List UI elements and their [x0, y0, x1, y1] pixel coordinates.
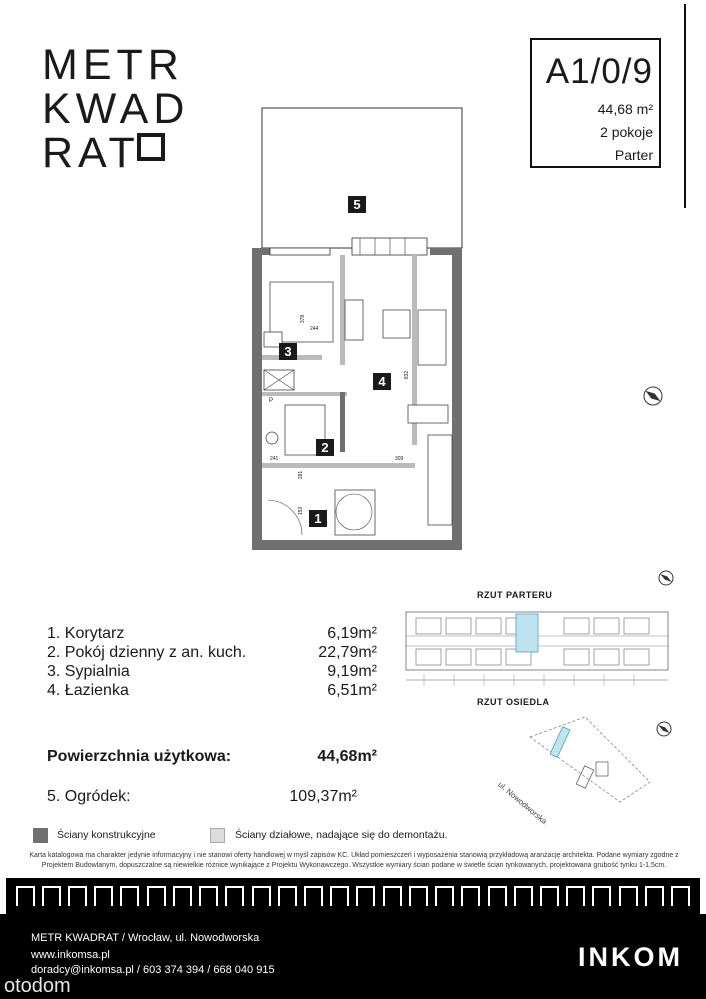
room-name: 4. Łazienka	[47, 682, 129, 699]
room-row	[47, 624, 377, 643]
dim-bedroom-width: 378	[300, 314, 307, 324]
room-area: 6,19m²	[327, 625, 377, 642]
fixture-label: P	[269, 398, 274, 404]
unit-info-box	[530, 38, 661, 168]
room-row	[47, 643, 377, 662]
unit-floor: Parter	[614, 147, 653, 163]
dim-living-width: 309	[395, 456, 404, 462]
room-label-hall: 1	[309, 510, 327, 527]
street-label: ul. Nowodworska	[496, 780, 549, 827]
disclaimer: Karta katalogowa ma charakter jedynie informacyjny i nie stanowi oferty handlowej w myśl zapisów KC. Układ pomieszczeń i wyposażenia stanowią przykładową aranżację architekta. Podane wymiary zgodne z Projektem Budowlanym, dopuszczalne są niewielkie różnice wynikające z Projektu Wykonawczego. Wszystkie wymiary ścian podane w świetle ścian tynkowanych, projektowana grubość tynku 1-1,5cm.	[29, 852, 679, 869]
footer-address: METR KWADRAT / Wrocław, ul. Nowodworska	[31, 932, 260, 944]
partition-wall-legend: Ściany działowe, nadające się do demontażu.	[235, 829, 448, 841]
dim-hall-width: 281	[298, 470, 305, 480]
room-label-garden: 5	[348, 196, 366, 213]
room-area: 6,51m²	[327, 682, 377, 699]
room-name: 3. Sypialnia	[47, 663, 130, 680]
estate-title: RZUT OSIEDLA	[477, 697, 550, 707]
room-name: 1. Korytarz	[47, 625, 125, 642]
garden-label: 5. Ogródek:	[47, 788, 131, 805]
logo-line-3: RAT	[42, 129, 140, 177]
ground-floor-plan-thumbnail	[404, 606, 670, 691]
dim-hall-length: 153	[298, 506, 305, 516]
garden-row	[47, 788, 357, 806]
compass-icon	[641, 383, 667, 409]
structural-wall-swatch	[33, 828, 48, 843]
inkom-logo: INKOM	[578, 942, 683, 972]
unit-area: 44,68 m²	[597, 101, 653, 117]
ground-floor-title: RZUT PARTERU	[477, 590, 553, 600]
compass-icon-ground	[656, 567, 678, 589]
room-area: 9,19m²	[327, 663, 377, 680]
dim-living-length: 832	[404, 370, 411, 380]
logo-square-icon	[137, 133, 165, 161]
footer-website[interactable]: www.inkomsa.pl	[31, 949, 110, 961]
room-row	[47, 662, 377, 681]
garden-value: 109,37m²	[289, 788, 357, 805]
room-row	[47, 681, 377, 700]
room-label-bathroom: 4	[373, 373, 391, 390]
unit-code: A1/0/9	[545, 52, 653, 91]
usable-area-value: 44,68m²	[317, 748, 377, 765]
floor-plan	[240, 100, 470, 555]
room-area: 22,79m²	[318, 644, 377, 661]
usable-area-row	[47, 748, 377, 766]
room-list	[47, 624, 377, 700]
footer-contact[interactable]: doradcy@inkomsa.pl / 603 374 394 / 668 040 915	[31, 964, 275, 976]
header-divider	[684, 4, 686, 208]
logo-line-2: KWAD	[42, 85, 190, 133]
logo-line-1: METR	[42, 41, 184, 89]
usable-area-label: Powierzchnia użytkowa:	[47, 748, 232, 765]
structural-wall-legend: Ściany konstrukcyjne	[57, 829, 156, 841]
otodom-watermark: otodom	[4, 975, 71, 997]
dim-bedroom-length: 244	[310, 326, 319, 332]
decorative-pattern-band	[6, 878, 700, 914]
room-label-bedroom: 3	[279, 343, 297, 360]
unit-rooms: 2 pokoje	[600, 124, 653, 140]
room-name: 2. Pokój dzienny z an. kuch.	[47, 644, 247, 661]
room-label-living: 2	[316, 439, 334, 456]
partition-wall-swatch	[210, 828, 225, 843]
dim-bath-width: 241	[270, 456, 279, 462]
